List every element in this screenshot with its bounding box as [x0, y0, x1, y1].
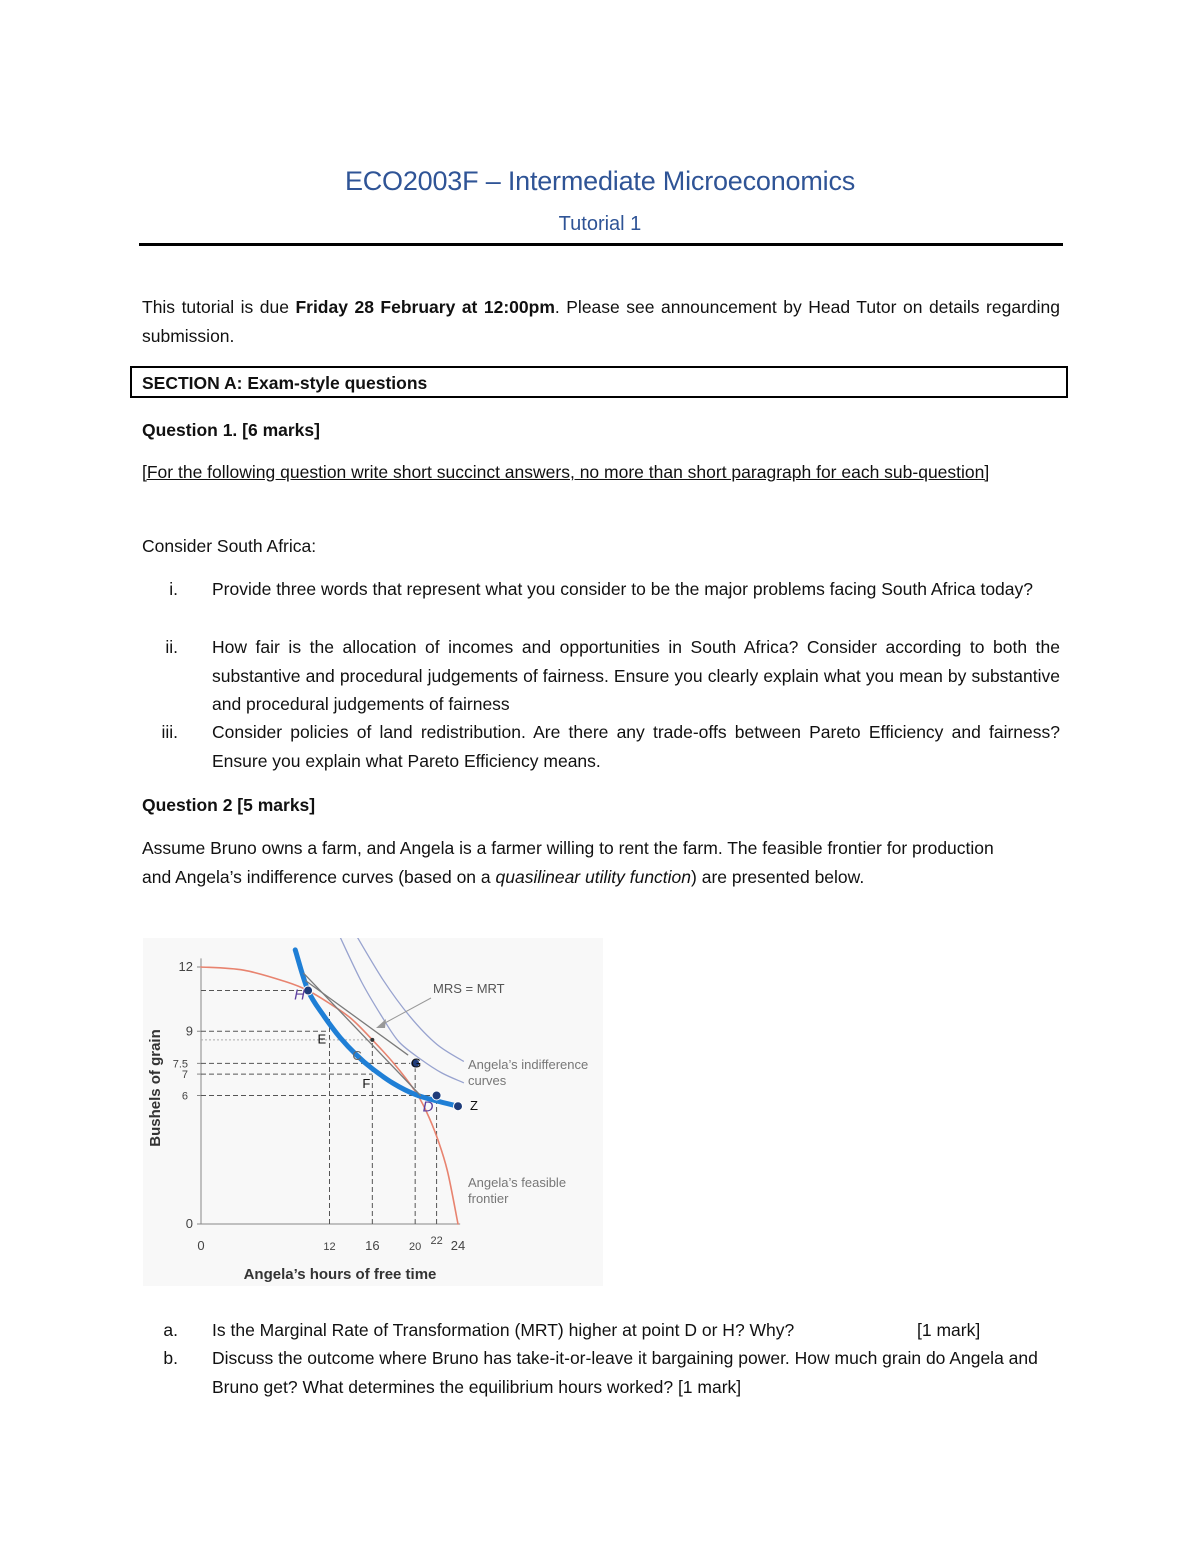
intro-due-date: Friday 28 February at 12:00pm [295, 297, 555, 317]
point-marker [454, 1102, 463, 1111]
point-label: D [422, 1098, 434, 1116]
y-tick-label: 9 [185, 1023, 193, 1039]
intro-pre: This tutorial is due [142, 297, 296, 317]
list-marker: iii. [161, 722, 178, 742]
list-marker: i. [169, 579, 178, 599]
frontier-chart [143, 938, 603, 1286]
chart-svg [143, 938, 603, 1286]
list-text: How fair is the allocation of incomes and opportunities in South Africa? Consider according to both the substantive and procedural judgements of fairness. Ensure you clearly explain what you mean by substantive and procedural judgements of fairness [212, 637, 1060, 714]
title-rule [139, 243, 1063, 246]
list-marks: [1 mark] [917, 1320, 981, 1340]
list-marker: b. [163, 1348, 178, 1368]
list-text: Is the Marginal Rate of Transformation (MRT) higher at point D or H? Why? [212, 1320, 795, 1340]
list-text: Provide three words that represent what you consider to be the major problems facing South Africa today? [212, 579, 1034, 599]
y-tick-label: 6 [181, 1090, 188, 1103]
x-tick-label: 12 [323, 1241, 336, 1253]
y-tick-label: 12 [178, 959, 193, 974]
point-label: E [317, 1031, 327, 1047]
point-label: Z [470, 1098, 478, 1114]
x-tick-label: 22 [430, 1235, 443, 1247]
q2-intro-em: quasilinear utility function [495, 866, 692, 887]
y-axis-label: Bushels of grain [147, 1029, 164, 1147]
y-tick-label: 0 [185, 1216, 193, 1231]
section-a-label: SECTION A: Exam-style questions [142, 373, 428, 393]
x-tick-label: 24 [450, 1238, 466, 1253]
intro-post: . Please see announcement by Head Tutor on details regarding submission. [142, 297, 1060, 346]
q2-intro-pre: Assume Bruno owns a farm, and Angela is a farmer willing to rent the farm. The feasible frontier for production and Angela’s indifference curves (based on a [142, 838, 994, 887]
q2-intro [142, 834, 1022, 891]
section-a-box [130, 366, 1068, 398]
x-tick-label: 16 [365, 1238, 380, 1253]
x-axis-label: Angela’s hours of free time [243, 1266, 437, 1283]
point-label: F [362, 1076, 371, 1092]
list-text: Consider policies of land redistribution. Are there any trade-offs between Pareto Efficiency and fairness? Ensure you explain what Pareto Efficiency means. [212, 722, 1060, 771]
x-tick-label: 20 [409, 1241, 422, 1253]
q1-context: Consider South Africa: [142, 536, 317, 556]
list-text: Discuss the outcome where Bruno has take-it-or-leave it bargaining power. How much grain do Angela and Bruno get? What determines the equilibrium hours worked? [1 mark] [212, 1348, 1038, 1397]
document-title: ECO2003F – Intermediate Microeconomics [344, 166, 856, 196]
q2-heading: Question 2 [5 marks] [142, 795, 316, 815]
x-tick-label: 0 [197, 1238, 205, 1253]
annotation-frontier: Angela’s feasible frontier [468, 1175, 567, 1206]
document-subtitle: Tutorial 1 [558, 213, 642, 235]
y-tick-label: 7.5 [172, 1058, 188, 1071]
point-label: H [294, 986, 305, 1004]
intro-paragraph [142, 293, 1060, 350]
list-marker: a. [163, 1320, 178, 1340]
point-label: C [352, 1047, 362, 1063]
y-tick-label: 7 [181, 1069, 188, 1082]
q2-intro-post: ) are presented below. [691, 866, 865, 887]
annotation-indiff: Angela’s indifference curves [468, 1057, 589, 1088]
list-marker: ii. [165, 637, 178, 657]
annotation-mrs-mrt: MRS = MRT [433, 981, 505, 996]
q1-instruction: [For the following question write short succinct answers, no more than short paragraph for each sub-question] [142, 462, 990, 482]
point-label: G [411, 1055, 422, 1071]
q1-heading: Question 1. [6 marks] [142, 420, 320, 440]
point-marker [370, 1038, 374, 1042]
